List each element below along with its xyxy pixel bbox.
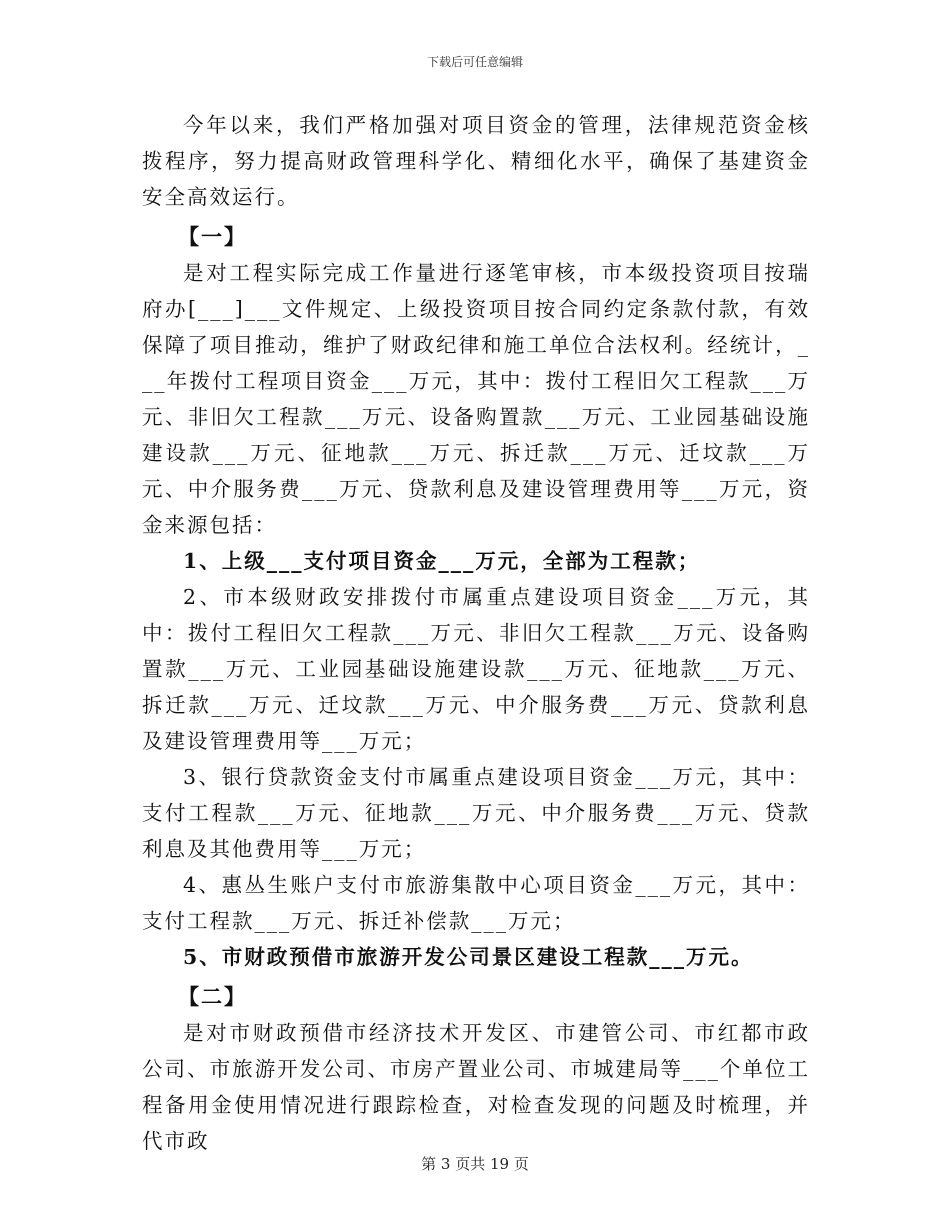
list-item-5: 5、市财政预借市旅游开发公司景区建设工程款___万元。	[183, 945, 754, 969]
intro-paragraph: 今年以来，我们严格加强对项目资金的管理，法律规范资金核拨程序，努力提高财政管理科学化、精细化水平，确保了基建资金安全高效运行。	[142, 113, 810, 209]
section-heading-2: 【二】	[178, 984, 247, 1009]
page-header: 下载后可任意编辑	[426, 55, 523, 69]
document-body	[142, 107, 810, 1159]
section-1-paragraph: 是对工程实际完成工作量进行逐笔审核，市本级投资项目按瑞府办[___]___文件规定、上级投资项目按合同约定条款付款，有效保障了项目推动，维护了财政纪律和施工单位合法权利。经统计，___年拨付工程项目资金___万元，其中：拨付工程旧欠工程款___万元、非旧欠工程款___万元、设备购置款___万元、工业园基础设施建设款___万元、征地款___万元、拆迁款___万元、迁坟款___万元、中介服务费___万元、贷款利息及建设管理费用等___万元，资金来源包括：	[142, 261, 810, 537]
section-heading-1: 【一】	[178, 224, 247, 249]
list-item-1: 1、上级___支付项目资金___万元，全部为工程款；	[183, 549, 701, 573]
page-footer: 第 3 页共 19 页	[421, 1155, 529, 1173]
list-item-4: 4、惠丛生账户支付市旅游集散中心项目资金___万元，其中：支付工程款___万元、拆迁补偿款___万元；	[142, 873, 810, 933]
section-2-paragraph: 是对市财政预借市经济技术开发区、市建管公司、市红都市政公司、市旅游开发公司、市房产置业公司、市城建局等___个单位工程备用金使用情况进行跟踪检查，对检查发现的问题及时梳理，并代市政	[142, 1021, 810, 1153]
list-item-2: 2、市本级财政安排拨付市属重点建设项目资金___万元，其中：拨付工程旧欠工程款___万元、非旧欠工程款___万元、设备购置款___万元、工业园基础设施建设款___万元、征地款___万元、拆迁款___万元、迁坟款___万元、中介服务费___万元、贷款利息及建设管理费用等___万元；	[142, 585, 810, 753]
list-item-3: 3、银行贷款资金支付市属重点建设项目资金___万元，其中：支付工程款___万元、征地款___万元、中介服务费___万元、贷款利息及其他费用等___万元；	[142, 765, 810, 861]
